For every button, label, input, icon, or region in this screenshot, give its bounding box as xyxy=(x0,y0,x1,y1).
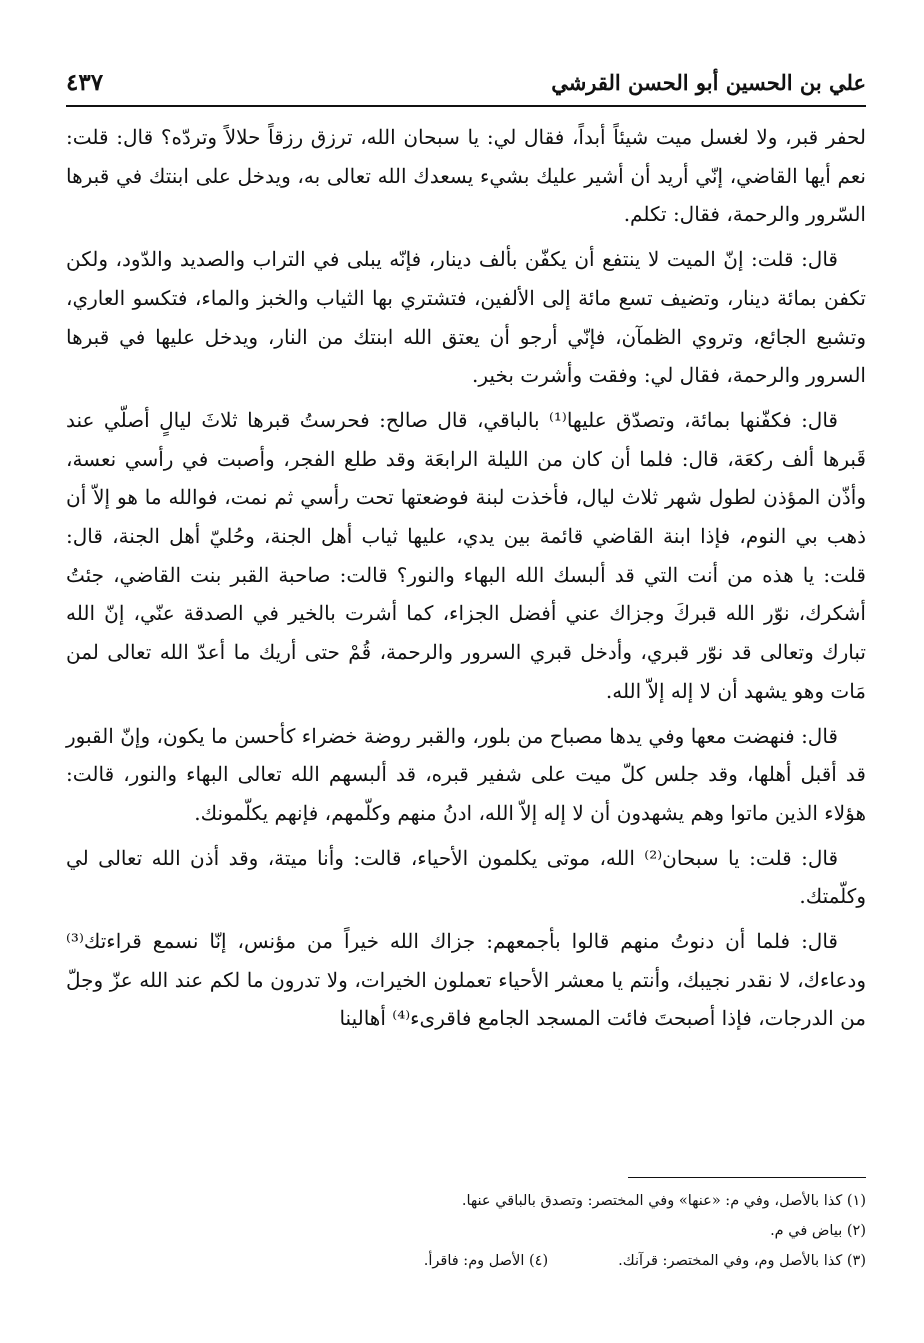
paragraph-3: قال: فكفّنها بمائة، وتصدّق عليها⁽¹⁾ بالباقي، قال صالح: فحرستُ قبرها ثلاثَ ليالٍ أصلّي عند قَبرها ألف ركعَة، قال: فلما أن كان من الليلة الرابعَة وقد طلع الفجر، وأصبت في رأسي نعسة، وأذّن المؤذن لطول شهر ثلاث ليال، فأخذت لبنة فوضعتها تحت رأسي ثم نمت، فوالله ما هو إلاّ أن ذهب بي النوم، فإذا ابنة القاضي قائمة بين يدي، عليها ثياب أهل الجنة، وحُليّ أهل الجنة، قال: قلت: يا هذه من أنت التي قد ألبسك الله البهاء والنور؟ قالت: صاحبة القبر بنت القاضي، جئتُ أشكرك، نوّر الله قبركَ وجزاك عني أفضل الجزاء، كما أشرت بالخير في الصدقة عنّي، إنّ الله تبارك وتعالى قد نوّر قبري، وأدخل قبري السرور والرحمة، قُمْ حتى أريك ما أعدّ الله تعالى لمن مَات وهو يشهد أن لا إله إلاّ الله. xyxy=(66,407,866,703)
paragraph-5: قال: قلت: يا سبحان⁽²⁾ الله، موتى يكلمون الأحياء، قالت: وأنا ميتة، وقد أذن الله تعالى لي وكلّمتك. xyxy=(66,845,866,909)
paragraph-1: لحفر قبر، ولا لغسل ميت شيئاً أبداً، فقال لي: يا سبحان الله، ترزق رزقاً حلالاً وتردّه؟ قال: قلت: نعم أيها القاضي، إنّي أريد أن أشير عليك بشيء يسعدك الله تعالى به، ويدخل على ابنتك في قبرها السّرور والرحمة، فقال: تكلم. xyxy=(66,125,866,227)
page-number: ٤٣٧ xyxy=(66,68,104,96)
footnotes xyxy=(66,1186,866,1276)
footnote-2: (٢) بياض في م. xyxy=(770,1223,866,1239)
footnote-4: (٤) الأصل وم: فاقرأ. xyxy=(423,1253,549,1269)
footnote-line-2 xyxy=(66,1216,866,1246)
footnote-line-1 xyxy=(66,1186,866,1216)
footnote-1: (١) كذا بالأصل، وفي م: «عنها» وفي المختصر: وتصدق بالباقي عنها. xyxy=(461,1193,866,1209)
header-rule xyxy=(66,105,866,107)
page-header xyxy=(66,60,866,104)
main-text xyxy=(66,118,866,1044)
footnote-3: (٣) كذا بالأصل وم، وفي المختصر: قرآنك. xyxy=(618,1253,866,1269)
paragraph-6: قال: فلما أن دنوتُ منهم قالوا بأجمعهم: جزاك الله خيراً من مؤنس، إنّا نسمع قراءتك⁽³⁾ ودعاءك، لا نقدر نجيبك، وأنتم يا معشر الأحياء تعملون الخيرات، ولا تدرون ما لكم عند الله عزّ وجلّ من الدرجات، فإذا أصبحتَ فائت المسجد الجامع فاقرىء⁽⁴⁾ أهالينا xyxy=(66,929,867,1031)
paragraph-2: قال: قلت: إنّ الميت لا ينتفع أن يكفّن بألف دينار، فإنّه يبلى في التراب والصديد والدّود، ولكن تكفن بمائة دينار، وتضيف تسع مائة إلى الألفين، فتشتري بها الثياب والخبز والماء، فتكسو العاري، وتشبع الجائع، وتروي الظمآن، فإنّي أرجو أن يعتق الله ابنتك من النار، ويدخل عليها في قبرها السرور والرحمة، فقال لي: وفقت وأشرت بخير. xyxy=(66,247,866,388)
running-head: علي بن الحسين أبو الحسن القرشي xyxy=(551,69,866,95)
footnote-rule xyxy=(628,1177,866,1178)
paragraph-4: قال: فنهضت معها وفي يدها مصباح من بلور، والقبر روضة خضراء كأحسن ما يكون، وإنّ القبور قد أقبل أهلها، وقد جلس كلّ ميت على شفير قبره، قد ألبسهم الله تعالى البهاء والنور، قالت: هؤلاء الذين ماتوا وهم يشهدون أن لا إله إلاّ الله، ادنُ منهم وكلّمهم، فإنهم يكلّمونك. xyxy=(66,723,866,825)
footnote-line-3 xyxy=(66,1246,866,1276)
